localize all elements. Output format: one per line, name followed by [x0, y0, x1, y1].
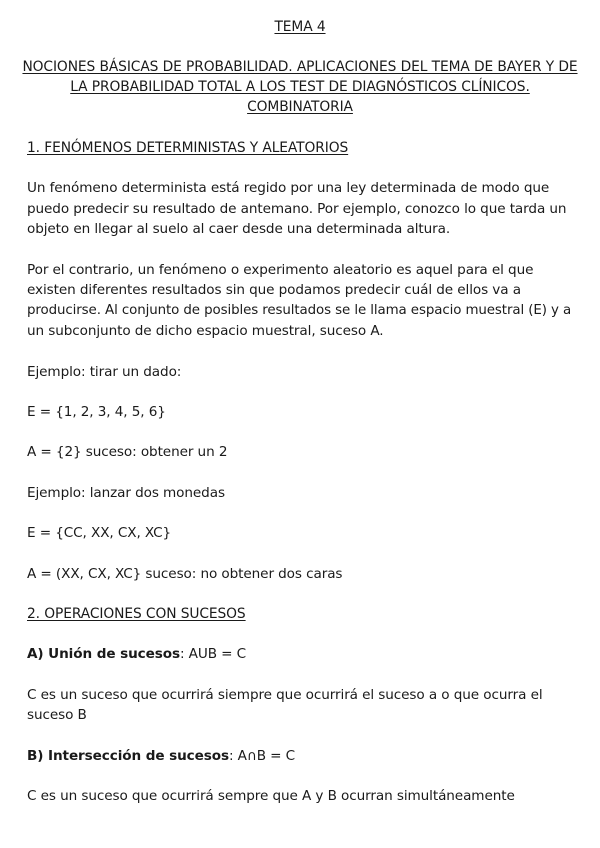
doc-title-line-3: COMBINATORIA: [247, 99, 353, 115]
intersection-term: B) Intersección de sucesos: [27, 748, 229, 764]
union-desc-line-2: suceso B: [27, 707, 87, 723]
intersection-line: [27, 746, 576, 766]
example-2-label: Ejemplo: lanzar dos monedas: [27, 485, 225, 501]
intersection-desc: C es un suceso que ocurrirá sempre que A y B ocurran simultáneamente: [27, 788, 515, 804]
example-1-label: Ejemplo: tirar un dado:: [27, 364, 182, 380]
union-line: [27, 644, 576, 664]
doc-title-line-2: LA PROBABILIDAD TOTAL A LOS TEST DE DIAGNÓSTICOS CLÍNICOS.: [70, 79, 530, 95]
paragraph-2-line-1: Por el contrario, un fenómeno o experimento aleatorio es aquel para el que: [27, 262, 534, 278]
paragraph-2-line-4: un subconjunto de dicho espacio muestral, suceso A.: [27, 323, 384, 339]
union-desc-line-1: C es un suceso que ocurrirá siempre que ocurrirá el suceso a o que ocurra el: [27, 687, 543, 703]
tema-label: TEMA 4: [274, 19, 326, 35]
paragraph-1-line-2: puedo predecir su resultado de antemano. Por ejemplo, conozco lo que tarda un: [27, 201, 567, 217]
example-2-event: A = (XX, CX, XC} suceso: no obtener dos caras: [27, 566, 343, 582]
union-term: A) Unión de sucesos: [27, 646, 180, 662]
paragraph-2-line-2: existen diferentes resultados sin que podamos predecir cuál de ellos va a: [27, 282, 521, 298]
doc-title-line-1: NOCIONES BÁSICAS DE PROBABILIDAD. APLICACIONES DEL TEMA DE BAYER Y DE: [22, 59, 578, 75]
intersection-formula: : A∩B = C: [228, 748, 296, 764]
example-2-sample-space: E = {CC, XX, CX, XC}: [27, 525, 172, 541]
example-1-sample-space: E = {1, 2, 3, 4, 5, 6}: [27, 404, 166, 420]
section-1-heading: 1. FENÓMENOS DETERMINISTAS Y ALEATORIOS: [27, 140, 349, 156]
paragraph-1-line-1: Un fenómeno determinista está regido por una ley determinada de modo que: [27, 180, 550, 196]
paragraph-1-line-3: objeto en llegar al suelo al caer desde una determinada altura.: [27, 221, 451, 237]
example-1-event: A = {2} suceso: obtener un 2: [27, 444, 228, 460]
paragraph-2-line-3: producirse. Al conjunto de posibles resultados se le llama espacio muestral (E) y a: [27, 303, 572, 318]
union-formula: : AUB = C: [179, 646, 247, 662]
section-2-heading: 2. OPERACIONES CON SUCESOS: [27, 606, 246, 622]
